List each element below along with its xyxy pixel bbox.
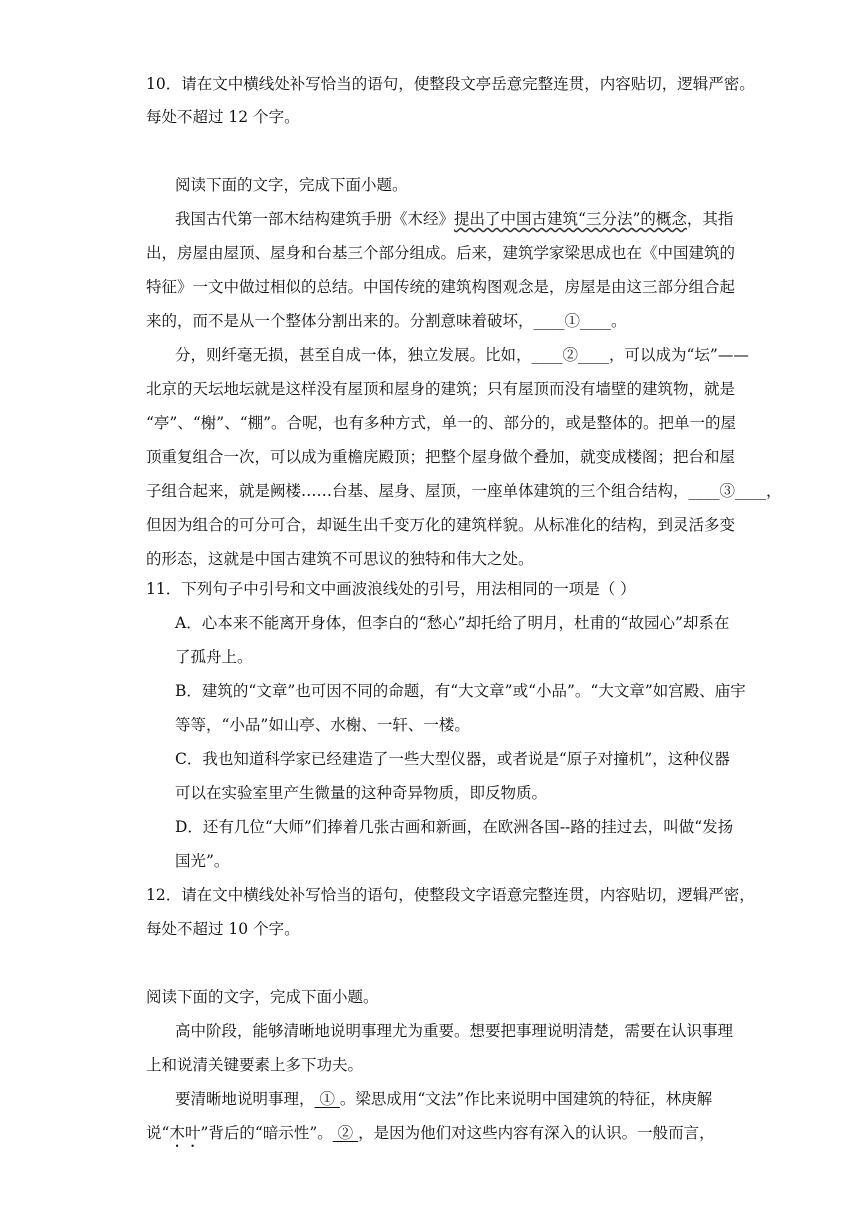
passage1-para2-line6: 但因为组合的可分可合，却诞生出千变万化的建筑样貌。从标准化的结构，到灵活多变 (146, 516, 736, 534)
q10-line-2: 每处不超过 12 个字。 (146, 108, 300, 126)
passage1-para1-line2: 出，房屋由屋顶、屋身和台基三个部分组成。后来，建筑学家梁思成也在《中国建筑的 (146, 244, 736, 262)
passage1-para1-line4: 来的，而不是从一个整体分割出来的。分割意味着破坏，____①____。 (146, 312, 627, 330)
q11-option-d-line2: 国光”。 (175, 852, 230, 870)
passage1-para1-line3: 特征》一文中做过相似的总结。中国传统的建筑构图观念是，房屋是由这三部分组合起 (146, 278, 736, 296)
passage1-para2-line3: “亭”、“榭”、“棚”。合呢，也有多种方式，单一的、部分的，或是整体的。把单一的屋 (146, 414, 737, 432)
passage1-para1-line1 (175, 208, 845, 230)
passage2-text: 。梁思成用“文法”作比来说明中国建筑的特征，林庚解 (339, 1090, 713, 1108)
passage1-para2-line5: 子组合起来，就是阙楼……台基、屋身、屋顶，一座单体建筑的三个组合结构，____③____， (146, 482, 782, 500)
passage1-para2-line4: 顶重复组合一次，可以成为重檐庑殿顶；把整个屋身做个叠加，就变成楼阁；把台和屋 (146, 448, 736, 466)
passage2-para2-line2 (146, 1122, 851, 1151)
wavy-underlined-phrase: 提出了中国古建筑“三分法”的概念 (454, 210, 687, 228)
passage2-para1-line2: 上和说清关键要素上多下功夫。 (146, 1056, 364, 1074)
passage2-text: 说“ (146, 1124, 170, 1142)
emphasized-char: 叶 (184, 1124, 201, 1142)
q11-option-b-line1: B．建筑的“文章”也可因不同的命题，有“大文章”或“小品”。“大文章”如宫殿、庙宇 (175, 682, 746, 700)
passage2-intro: 阅读下面的文字，完成下面小题。 (146, 988, 379, 1006)
q12-line-2: 每处不超过 10 个字。 (146, 920, 300, 938)
q11-option-d-line1: D．还有几位“大师”们捧着几张古画和新画，在欧洲各国--路的挂过去，叫做“发扬 (175, 818, 734, 836)
blank-2: ② (332, 1124, 359, 1142)
passage2-para1-line1: 高中阶段，能够清晰地说明事理尤为重要。想要把事理说明清楚，需要在认识事理 (175, 1022, 734, 1040)
passage1-text: ，其指 (686, 210, 734, 228)
passage2-text: ，是因为他们对这些内容有深入的认识。一般而言， (358, 1124, 715, 1142)
passage1-para2-line1: 分，则纤毫无损，甚至自成一体，独立发展。比如，____②____，可以成为“坛”—— (175, 346, 749, 364)
passage2-para2-line1 (175, 1088, 845, 1110)
q11-option-a-line2: 了孤舟上。 (175, 648, 253, 666)
q11-option-b-line2: 等等，“小品”如山亭、水榭、一轩、一楼。 (175, 716, 470, 734)
q11-option-a-line1: A．心本来不能离开身体，但李白的“愁心”却托给了明月，杜甫的“故园心”却系在 (175, 614, 730, 632)
passage1-text: 我国古代第一部木结构建筑手册《木经》 (175, 210, 455, 228)
emphasized-char: 木 (169, 1124, 185, 1142)
passage1-para2-line2: 北京的天坛地坛就是这样没有屋顶和屋身的建筑；只有屋顶而没有墙壁的建筑物，就是 (146, 380, 736, 398)
passage1-para2-line7: 的形态，这就是中国古建筑不可思议的独特和伟大之处。 (146, 550, 534, 568)
q10-line-1: 10．请在文中横线处补写恰当的语句，使整段文亭岳意完整连贯，内容贴切，逻辑严密。 (146, 75, 755, 93)
q11-option-c-line2: 可以在实验室里产生微量的这种奇异物质，即反物质。 (175, 784, 548, 802)
passage2-text: ”背后的“暗示性”。 (200, 1124, 333, 1142)
q11-stem: 11．下列句子中引号和文中画波浪线处的引号，用法相同的一项是（ ） (146, 580, 636, 598)
q11-option-c-line1: C．我也知道科学家已经建造了一些大型仪器，或者说是“原子对撞机”，这种仪器 (175, 750, 730, 768)
passage1-intro: 阅读下面的文字，完成下面小题。 (175, 176, 408, 194)
blank-1: ① (314, 1090, 340, 1108)
passage2-text: 要清晰地说明事理， (175, 1090, 315, 1108)
q12-line-1: 12．请在文中横线处补写恰当的语句，使整段文字语意完整连贯，内容贴切，逻辑严密， (146, 886, 755, 904)
